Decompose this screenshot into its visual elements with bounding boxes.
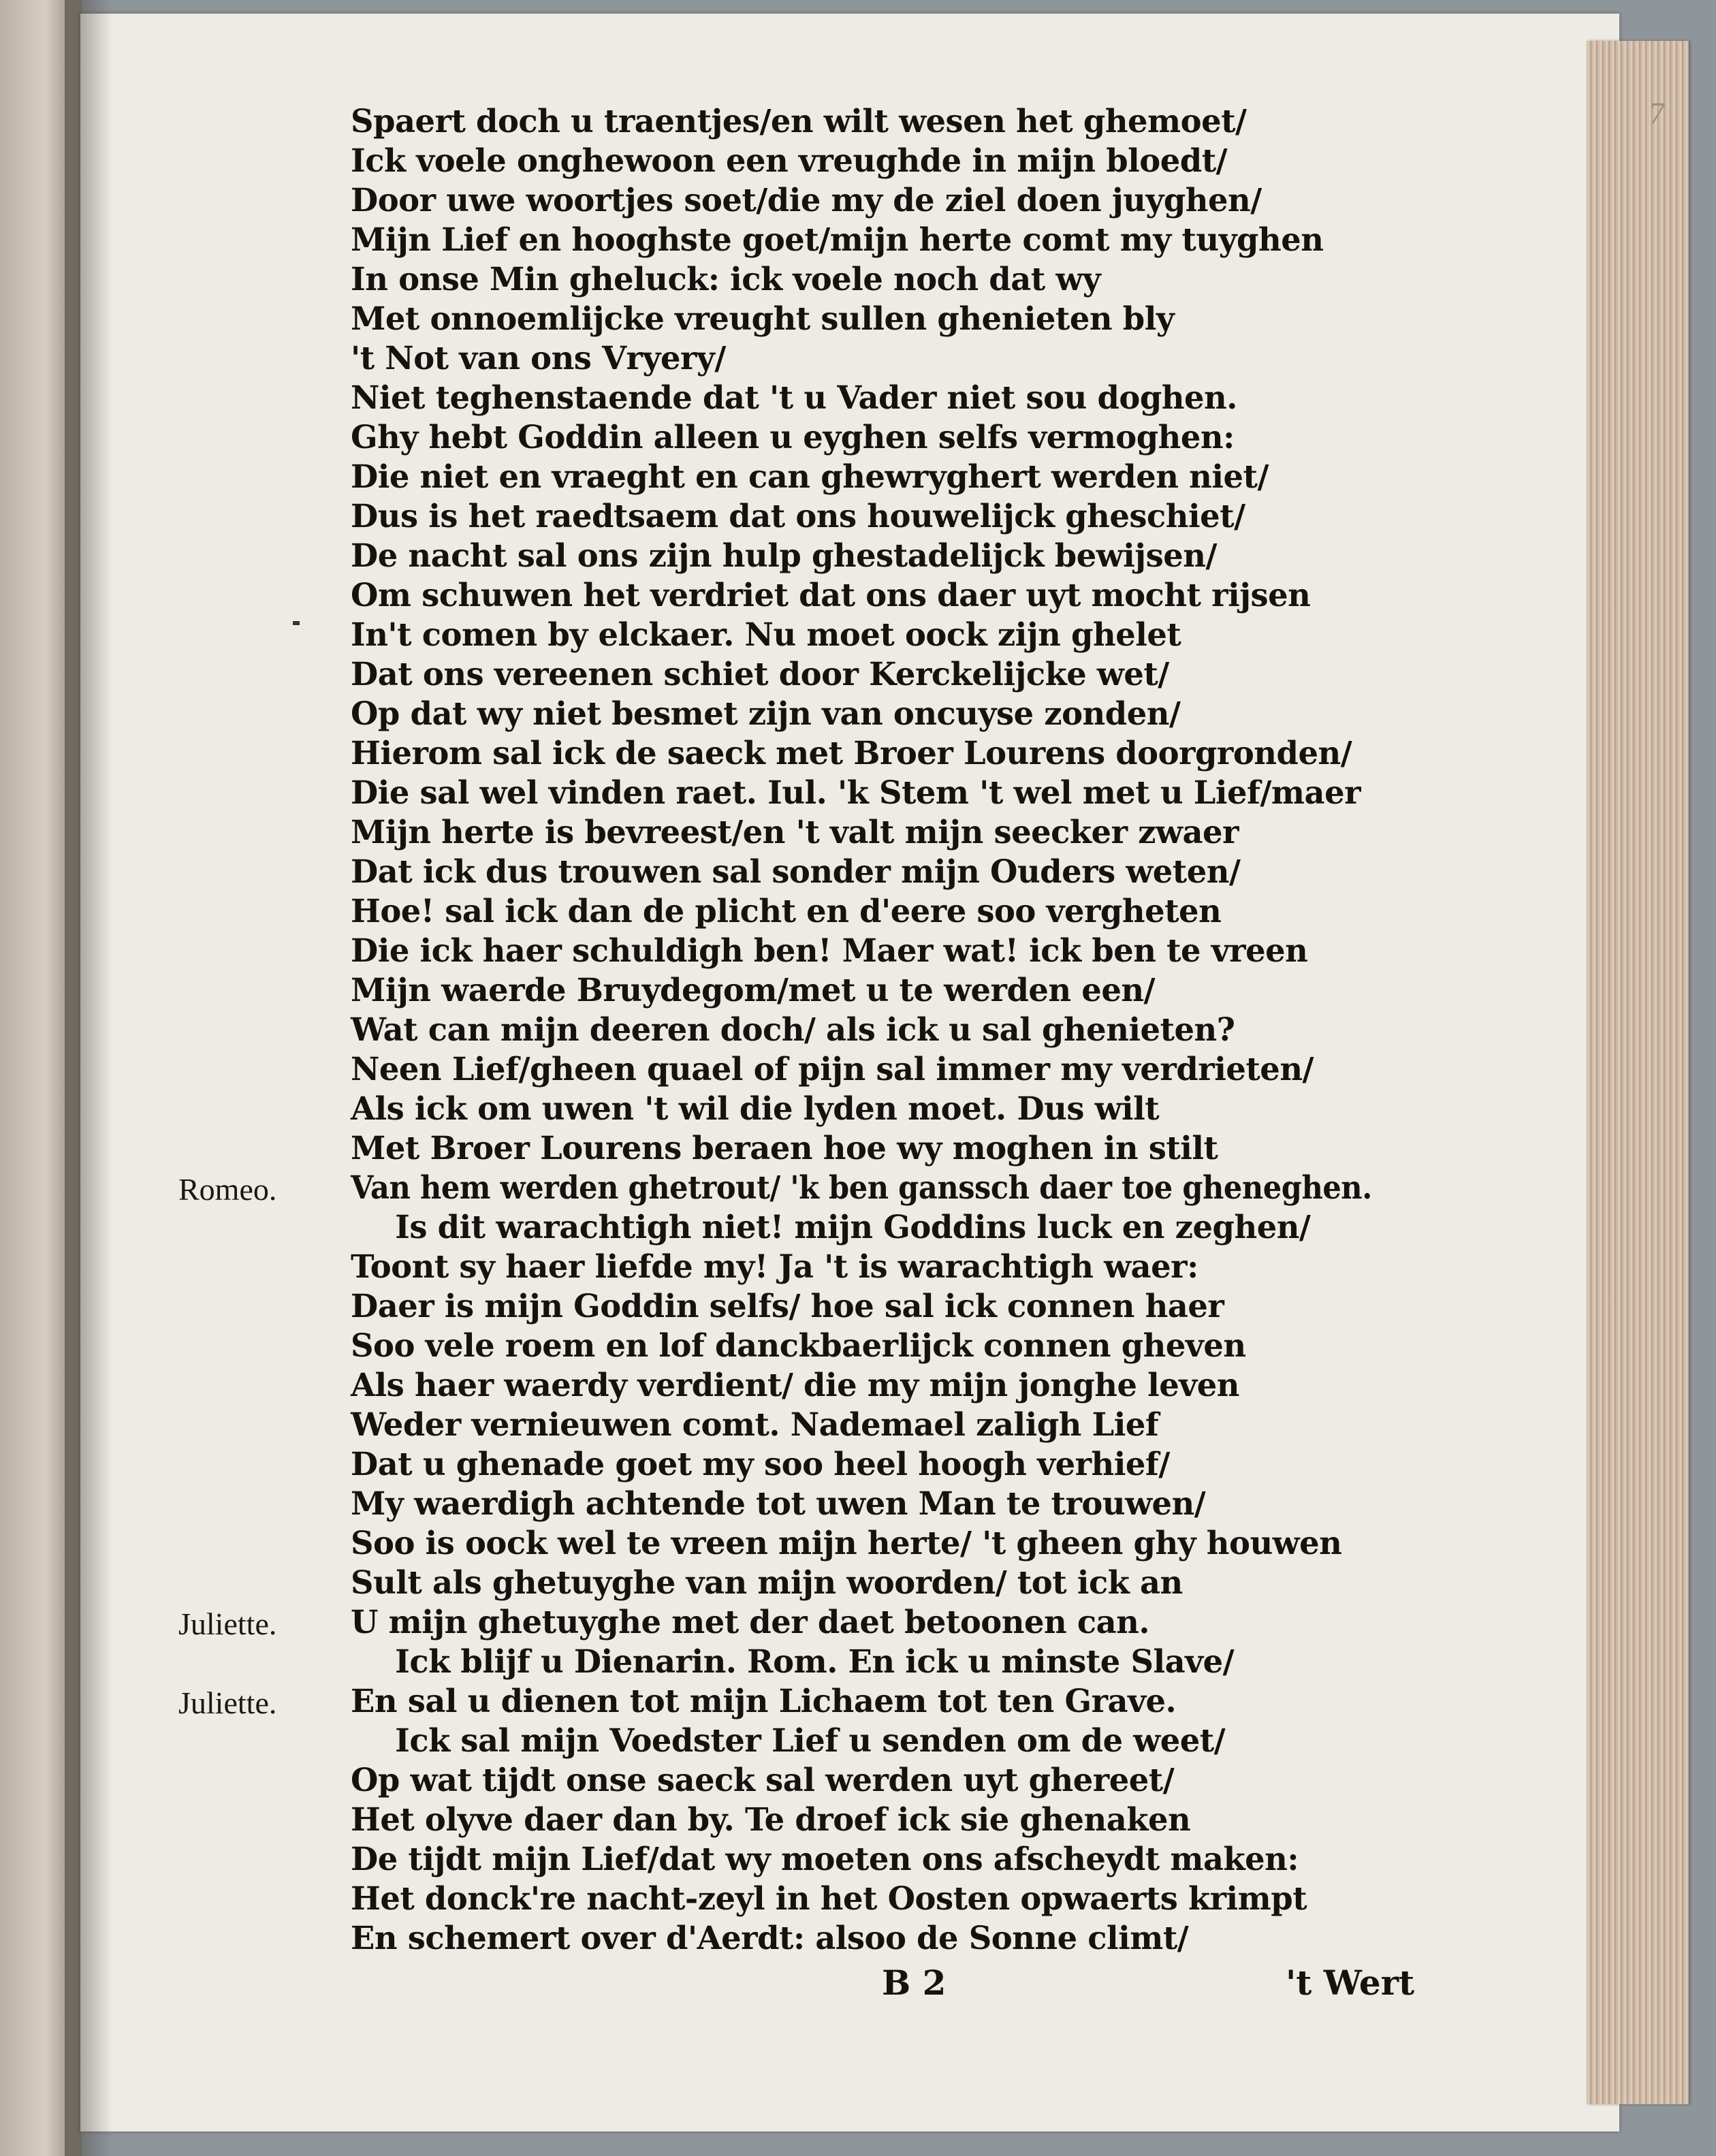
verse-line: De nacht sal ons zijn hulp ghestadelijck bewijsen/ [351, 537, 1217, 575]
verse-line: Dat ick dus trouwen sal sonder mijn Ouders weten/ [351, 853, 1241, 891]
verse-line: Soo vele roem en lof danckbaerlijck connen gheven [351, 1327, 1246, 1365]
verse-line: En schemert over d'Aerdt: alsoo de Sonne climt/ [351, 1920, 1189, 1957]
pencil-page-number: 7 [1648, 99, 1666, 130]
speaker-label: Juliette. [178, 1606, 277, 1641]
verse-line: In onse Min gheluck: ick voele noch dat wy [351, 261, 1101, 298]
margin-mark [293, 621, 300, 625]
verse-line: Hoe! sal ick dan de plicht en d'eere soo vergheten [351, 893, 1222, 930]
verse-line: Soo is oock wel te vreen mijn herte/ 't gheen ghy houwen [351, 1525, 1342, 1562]
verse-line: Ick voele onghewoon een vreughde in mijn bloedt/ [351, 142, 1228, 180]
verse-line: Mijn waerde Bruydegom/met u te werden een/ [351, 972, 1156, 1009]
verse-line: Het olyve daer dan by. Te droef ick sie ghenaken [351, 1801, 1191, 1839]
verse-line: Wat can mijn deeren doch/ als ick u sal ghenieten? [351, 1011, 1235, 1049]
verse-line: Van hem werden ghetrout/ 'k ben ganssch daer toe gheneghen. [351, 1169, 1372, 1207]
verse-line: De tijdt mijn Lief/dat wy moeten ons afscheydt maken: [351, 1841, 1299, 1878]
verse-line: Als haer waerdy verdient/ die my mijn jonghe leven [351, 1367, 1240, 1404]
verse-line: Weder vernieuwen comt. Nademael zaligh Lief [351, 1406, 1159, 1444]
verse-line: 't Not van ons Vryery/ [351, 340, 726, 377]
verse-line: Ick sal mijn Voedster Lief u senden om de weet/ [395, 1722, 1226, 1760]
verse-line: Die niet en vraeght en can ghewryghert werden niet/ [351, 458, 1269, 496]
verse-line: Niet teghenstaende dat 't u Vader niet sou doghen. [351, 379, 1237, 417]
verse-line: Op dat wy niet besmet zijn van oncuyse zonden/ [351, 695, 1181, 733]
verse-line: U mijn ghetuyghe met der daet betoonen can. [351, 1604, 1150, 1641]
verse-line: Met Broer Lourens beraen hoe wy moghen in stilt [351, 1130, 1218, 1167]
verse-line: Sult als ghetuyghe van mijn woorden/ tot ick an [351, 1564, 1183, 1602]
verse-line: Die ick haer schuldigh ben! Maer wat! ick ben te vreen [351, 932, 1308, 970]
catchword: 't Wert [1286, 1963, 1415, 2003]
verse-line: Die sal wel vinden raet. Iul. 'k Stem 't wel met u Lief/maer [351, 774, 1361, 812]
verse-text-block [351, 102, 1386, 1959]
verse-line: Ghy hebt Goddin alleen u eyghen selfs vermoghen: [351, 419, 1235, 456]
verse-line: Als ick om uwen 't wil die lyden moet. Dus wilt [351, 1090, 1160, 1128]
verse-line: Hierom sal ick de saeck met Broer Lourens doorgronden/ [351, 735, 1352, 772]
verse-line: Dus is het raedtsaem dat ons houwelijck gheschiet/ [351, 498, 1245, 535]
verse-line: Op wat tijdt onse saeck sal werden uyt ghereet/ [351, 1762, 1175, 1799]
speaker-label: Juliette. [178, 1685, 277, 1720]
verse-line: My waerdigh achtende tot uwen Man te trouwen/ [351, 1485, 1206, 1523]
page-block-edge [1587, 41, 1689, 2104]
verse-line: Spaert doch u traentjes/en wilt wesen het ghemoet/ [351, 103, 1247, 140]
verse-line: Dat ons vereenen schiet door Kerckelijcke wet/ [351, 656, 1169, 693]
verse-line: Om schuwen het verdriet dat ons daer uyt mocht rijsen [351, 577, 1311, 614]
signature-mark: B 2 [882, 1963, 947, 2003]
verse-line: Mijn herte is bevreest/en 't valt mijn seecker zwaer [351, 814, 1239, 851]
verse-line: En sal u dienen tot mijn Lichaem tot ten Grave. [351, 1683, 1177, 1720]
verse-line: Daer is mijn Goddin selfs/ hoe sal ick connen haer [351, 1288, 1224, 1325]
verse-line: Het donck're nacht-zeyl in het Oosten opwaerts krimpt [351, 1880, 1307, 1918]
verse-line: In't comen by elckaer. Nu moet oock zijn ghelet [351, 616, 1181, 654]
verse-line: Met onnoemlijcke vreught sullen ghenieten bly [351, 300, 1175, 338]
verse-line: Dat u ghenade goet my soo heel hoogh verhief/ [351, 1446, 1170, 1483]
verse-line: Neen Lief/gheen quael of pijn sal immer my verdrieten/ [351, 1051, 1314, 1088]
speaker-label: Romeo. [178, 1172, 277, 1207]
verse-line: Ick blijf u Dienarin. Rom. En ick u minste Slave/ [395, 1643, 1235, 1681]
verse-line: Mijn Lief en hooghste goet/mijn herte comt my tuyghen [351, 221, 1324, 259]
verse-line: Is dit warachtigh niet! mijn Goddins luck en zeghen/ [395, 1209, 1311, 1246]
verse-line: Door uwe woortjes soet/die my de ziel doen juyghen/ [351, 182, 1262, 219]
verse-line: Toont sy haer liefde my! Ja 't is warachtigh waer: [351, 1248, 1198, 1286]
book-gutter [65, 0, 112, 2156]
